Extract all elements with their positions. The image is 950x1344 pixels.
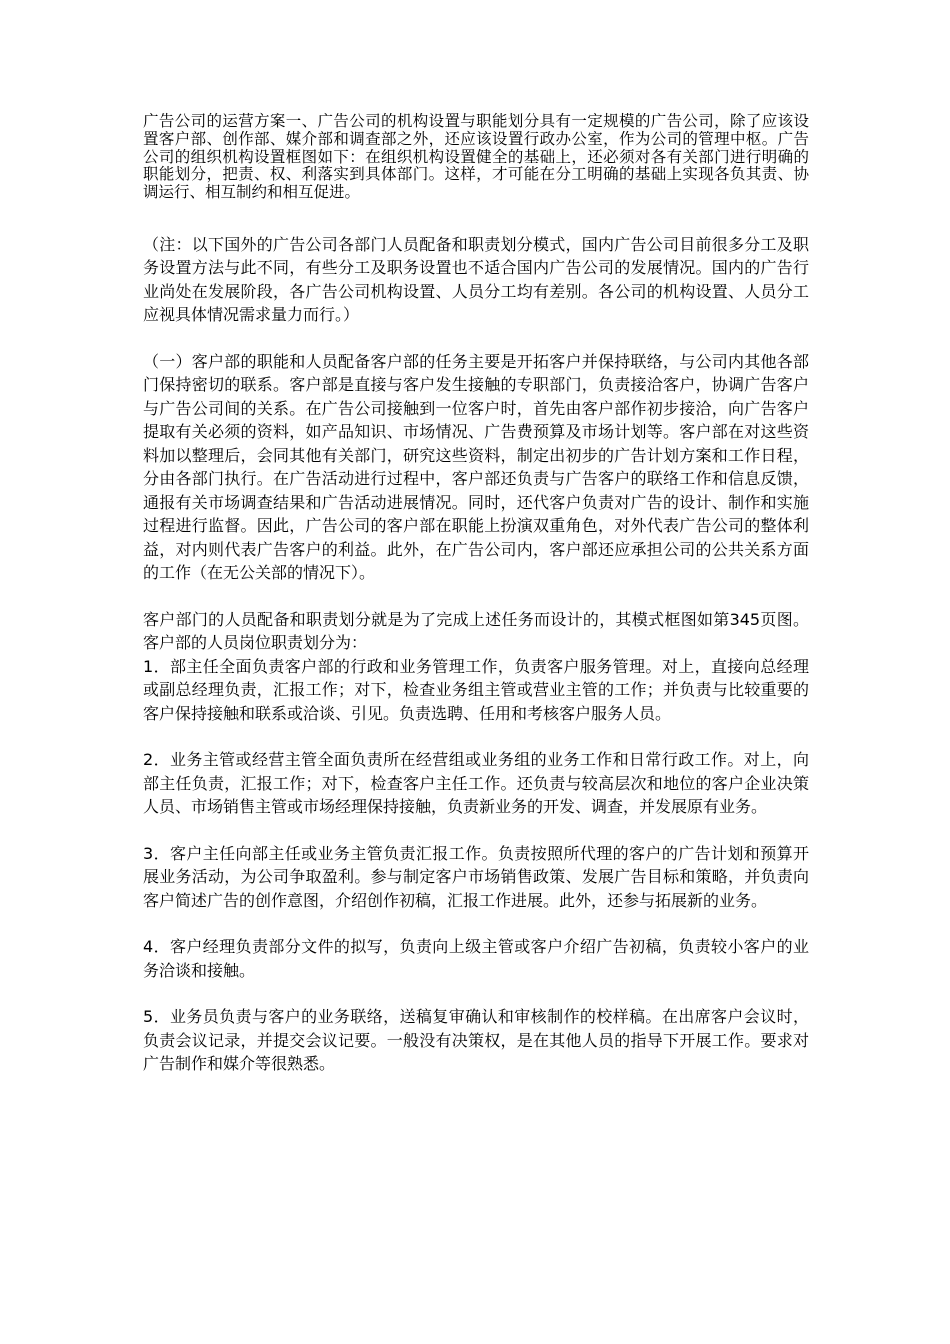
list-item-sales-clerk: 5．业务员负责与客户的业务联络，送稿复审确认和审核制作的校样稿。在出席客户会议时，负责会议记录，并提交会议记要。一般没有决策权，是在其他人员的指导下开展工作。要求对广告制作和媒介等很熟悉。 (143, 1007, 809, 1074)
list-item-account-director: 3．客户主任向部主任或业务主管负责汇报工作。负责按照所代理的客户的广告计划和预算开展业务活动，为公司争取盈利。参与制定客户市场销售政策、发展广告目标和策略，并负责向客户简述广告的创作意图，介绍创作初稿，汇报工作进展。此外，还参与拓展新的业务。 (143, 843, 809, 910)
client-department-paragraph: （一）客户部的职能和人员配备客户部的任务主要是开拓客户并保持联络，与公司内其他各部门保持密切的联系。客户部是直接与客户发生接触的专职部门，负责接洽客户，协调广告客户与广告公司间的关系。在广告公司接触到一位客户时，首先由客户部作初步接洽，向广告客户提取有关必须的资料，如产品知识、市场情况、广告费预算及市场计划等。客户部在对这些资料加以整理后，会同其他有关部门，研究这些资料，制定出初步的广告计划方案和工作日程，分由各部门执行。在广告活动进行过程中，客户部还负责与广告客户的联络工作和信息反馈，通报有关市场调查结果和广告活动进展情况。同时，还代客户负责对广告的设计、制作和实施过程进行监督。因此，广告公司的客户部在职能上扮演双重角色，对外代表广告公司的整体利益，对内则代表广告客户的利益。此外，在广告公司内，客户部还应承担公司的公共关系方面的工作（在无公关部的情况下）。 (143, 351, 809, 583)
list-item-account-manager: 4．客户经理负责部分文件的拟写，负责向上级主管或客户介绍广告初稿，负责较小客户的业务洽谈和接触。 (143, 937, 809, 980)
staffing-intro-paragraph: 客户部门的人员配备和职责划分就是为了完成上述任务而设计的，其模式框图如第345页图。客户部的人员岗位职责划分为： (143, 609, 809, 653)
intro-paragraph: 广告公司的运营方案一、广告公司的机构设置与职能划分具有一定规模的广告公司，除了应该设置客户部、创作部、媒介部和调查部之外，还应该设置行政办公室，作为公司的管理中枢。广告公司的组织机构设置框图如下：在组织机构设置健全的基础上，还必须对各有关部门进行明确的职能划分，把责、权、利落实到具体部门。这样，才可能在分工明确的基础上实现各负其责、协调运行、相互制约和相互促进。 (143, 112, 809, 202)
list-item-business-supervisor: 2．业务主管或经营主管全面负责所在经营组或业务组的业务工作和日常行政工作。对上，向部主任负责，汇报工作；对下，检查客户主任工作。还负责与较高层次和地位的客户企业决策人员、市场销售主管或市场经理保持接触，负责新业务的开发、调查，并发展原有业务。 (143, 750, 809, 817)
document-page (143, 113, 809, 1099)
note-paragraph: （注：以下国外的广告公司各部门人员配备和职责划分模式，国内广告公司目前很多分工及职务设置方法与此不同，有些分工及职务设置也不适合国内广告公司的发展情况。国内的广告行业尚处在发展阶段，各广告公司机构设置、人员分工均有差别。各公司的机构设置、人员分工应视具体情况需求量力而行。） (143, 234, 809, 325)
list-item-department-head: 1．部主任全面负责客户部的行政和业务管理工作，负责客户服务管理。对上，直接向总经理或副总经理负责，汇报工作；对下，检查业务组主管或营业主管的工作；并负责与比较重要的客户保持接触和联系或洽谈、引见。负责选聘、任用和考核客户服务人员。 (143, 656, 809, 723)
